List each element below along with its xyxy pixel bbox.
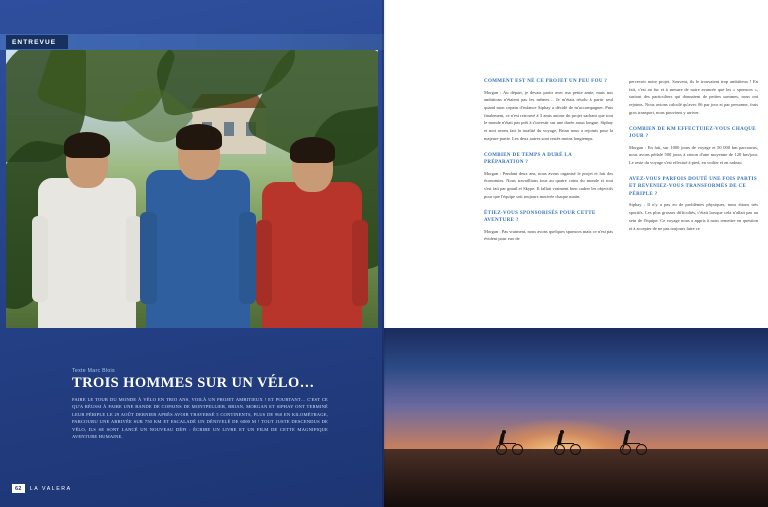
ground-silhouette — [384, 449, 768, 507]
page-number: 62 — [12, 484, 25, 493]
article-standfirst: FAIRE LE TOUR DU MONDE À VÉLO EN TRIO ANS, VOILÀ UN PROJET AMBITIEUX ! ET POURTANT… C'EST CE QU'A RÉUSSI À FAIRE UNE BANDE DE COPAINS DE MONTPELLIER, BRIAN, MORGAN ET SIPHAY ONT TERMINÉ LEUR PÉRIPLE LE 29 AOÛT DERNIER APRÈS AVOIR TRAVERSÉ 5 CONTINENTS, PLUS DE 960 EN KILOMÉTRAGE, PARCOURU UNE ARRIVÉE SUR 750 KM ET ESCALADÉ UN DÉNIVELÉ DE 6000 M ! TOUT JUSTE DESCENDUS DE VÉLO, ILS SE SONT LANCÉ UN NOUVEAU DÉFI : ÉCRIRE UN LIVRE ET UN FILM DE CETTE MAGNIFIQUE AVENTURE HUMAINE. — [72, 397, 328, 440]
bicycle-frame — [556, 443, 574, 450]
question-heading: COMBIEN DE KM EFFECTUIEZ-VOUS CHAQUE JOUR ? — [629, 126, 756, 140]
rider-head — [502, 430, 507, 434]
person-left — [32, 88, 142, 328]
column-2 — [629, 78, 758, 250]
person-torso — [38, 178, 136, 328]
person-right — [256, 92, 368, 328]
rider-head — [626, 430, 631, 434]
person-torso — [146, 170, 250, 328]
column-1 — [484, 78, 613, 250]
right-page — [384, 0, 768, 507]
answer-paragraph: Morgan : En fait, sur 1000 jours de voyage et 50 000 km parcourus, nous avons pédalé 500 jours à raison d'une moyenne de 120 km/jour. Le reste du voyage s'est effectué à pied, en voilier et en radeau. — [629, 144, 758, 166]
bicycle-frame — [622, 443, 640, 450]
article-columns — [484, 78, 758, 250]
rider-head — [560, 430, 565, 434]
answer-paragraph: Siphay : Il n'y a pas eu de problèmes physiques, nous étions très sportifs. Les plus grosses difficultés, c'était lorsque cela n'allait pas au sein de l'équipe. Ce voyage nous a appris à nous remettre en question et à accepter de ne pas toujours faire ce — [629, 202, 758, 231]
person-hair — [64, 132, 110, 158]
question-heading: AVEZ-VOUS PARFOIS DOUTÉ UNE FOIS PARTIS ET REVENIEZ-VOUS TRANSFORMÉS DE CE PÉRIPLE ? — [629, 176, 757, 197]
person-torso — [262, 182, 362, 328]
page-spine — [382, 0, 386, 507]
question-heading: ÉTIEZ-VOUS SPONSORISÉS POUR CETTE AVENTURE ? — [484, 210, 596, 224]
person-hair — [290, 137, 335, 163]
answer-paragraph: percevoir notre projet. Souvent, ils le trouvaient trop ambitieux ! En fait, c'est au fur et à mesure de notre avancée que les « sponsors », surtout des particuliers qui donnaient de petites sommes, nous ont rejoints. Nous avions calculé qu'avec 06 par jour et par personne, frais gros transport, nous pouvions y arriver. — [629, 79, 758, 115]
person-arm — [32, 216, 48, 302]
page-title: TROIS HOMMES SUR UN VÉLO… — [72, 375, 315, 391]
question-heading: COMBIEN DE TEMPS A DURÉ LA PRÉPARATION ? — [484, 152, 572, 166]
person-arm — [352, 220, 368, 306]
answer-paragraph: Morgan : Au départ, je devais partir avec ma petite amie, mais nos ambitions n'étaient pas les mêmes… Je m'étais résolu à partir seul quand mon copain d'enfance Siphay a décidé de m'accompagner. Puis finalement, ce n'est retrouvé à 3 amis autour du projet sachant que tout le monde n'était pas prêt à s'investir sur une durée aussi longue. Siphay et moi avons fait la totalité du voyage, Brian nous a rejoints pour la majeure partie. Les deux autres sont restés moins longtemps. — [484, 89, 613, 141]
cyclists-sunset-silhouette-photo — [384, 328, 768, 507]
article-credit: Texte Marc Blois — [72, 368, 115, 374]
question-heading: COMMENT EST NÉ CE PROJET UN PEU FOU ? — [484, 79, 608, 84]
person-arm — [140, 212, 157, 304]
person-hair — [176, 124, 222, 150]
bicycle-frame — [498, 443, 516, 450]
answer-paragraph: Morgan : Pendant deux ans, nous avons organisé le projet et fait des économies. Nous travaillions tous au quatre coins du monde et tout s'est fait par gmail et Skype. Il fallait vraiment bien cadrer les objectifs pour que l'équipe soit toujours motivée chaque matin. — [484, 170, 613, 199]
folio — [12, 484, 72, 493]
person-arm — [239, 212, 256, 304]
person-center — [140, 76, 256, 328]
answer-paragraph: Morgan : Pas vraiment, nous avons quelques sponsors mais ce n'est pas évident pour eux de — [484, 228, 613, 242]
section-label: ENTREVUE — [6, 35, 68, 49]
three-men-portrait-photo — [6, 50, 378, 328]
person-arm — [256, 220, 272, 306]
magazine-name: LA VALERA — [29, 485, 72, 492]
